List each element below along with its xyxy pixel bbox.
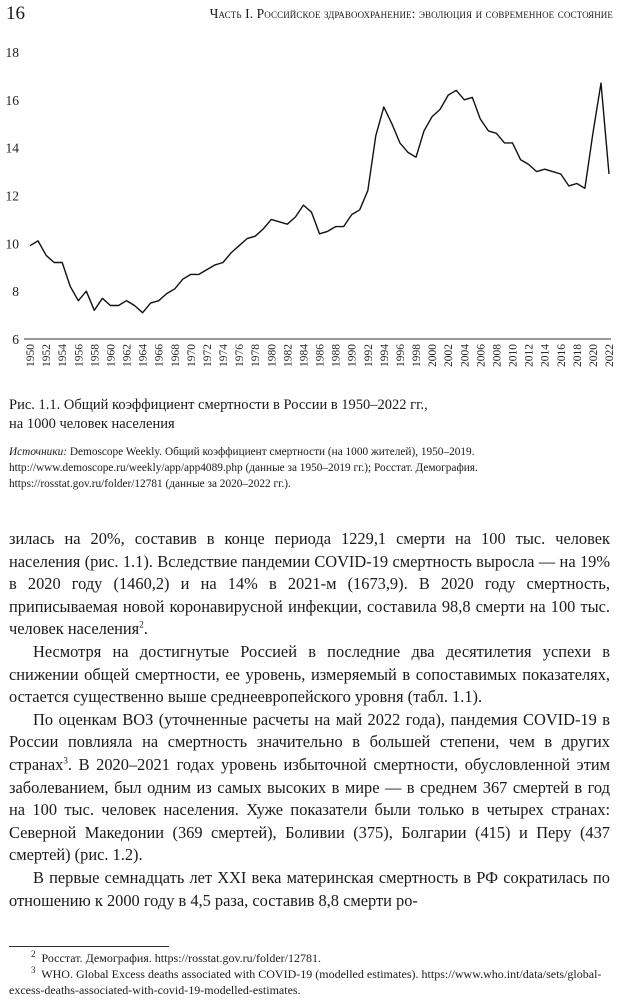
body-text (9, 528, 610, 912)
figure-caption-line1: Рис. 1.1. Общий коэффициент смертности в России в 1950–2022 гг., (9, 397, 428, 413)
x-tick-label: 1982 (282, 344, 295, 367)
x-tick-label: 1964 (137, 344, 150, 367)
y-tick-label: 8 (12, 284, 19, 300)
y-tick-label: 6 (12, 332, 19, 347)
page-header (6, 3, 613, 25)
x-tick-label: 2004 (459, 344, 472, 367)
x-tick-label: 2008 (491, 344, 504, 367)
footnote-ref-2[interactable]: 2 (139, 619, 144, 630)
x-tick-label: 1988 (330, 344, 343, 367)
x-tick-label: 1956 (73, 344, 86, 367)
footnote-3: $^3$ WHO. Global Excess deaths associated with COVID-19 (modelled estimates). https://www.who.int/data/sets/global-excess-deaths-associated-with-covid-19-modelled-estimates. (9, 965, 602, 997)
x-tick-label: 1984 (298, 344, 311, 367)
x-tick-label: 1972 (201, 344, 214, 367)
paragraph-3: По оценкам ВОЗ (уточненные расчеты на май 2022 года), пандемия COVID-19 в России повлияла на смертность значительно в большей степени, чем в других странах$^3$. В 2020–2021 годах уровень избыточной смертности, обусловленной этим заболеванием, был одним из самых высоких в мире — в среднем 367 смертей в год на 100 тыс. человек населения. Хуже показатели были только в четырех странах: Северной Македонии (369 смертей), Боливии (375), Болгарии (415) и Перу (437 смертей) (рис. 1.2). (9, 709, 610, 865)
x-tick-label: 1954 (57, 344, 70, 367)
x-tick-label: 1992 (362, 344, 375, 367)
x-tick-label: 1986 (314, 344, 327, 367)
x-tick-label: 1950 (25, 344, 37, 367)
x-tick-label: 2018 (571, 344, 584, 367)
y-axis-labels (6, 45, 20, 347)
x-tick-label: 2002 (443, 344, 456, 367)
sources-text: Demoscope Weekly. Общий коэффициент смертности (на 1000 жителей), 1950–2019. http://www.demoscope.ru/weekly/app/app4089.php (данные за 1950–2019 гг.); Росстат. Демография. https://rosstat.gov.ru/folder/12781 (данные за 2020–2022 гг.). (9, 446, 478, 490)
footnote-2: $^2$ Росстат. Демография. https://rosstat.gov.ru/folder/12781. (31, 949, 321, 965)
x-tick-label: 2006 (475, 344, 488, 367)
x-tick-label: 1974 (218, 344, 230, 367)
footnotes (9, 950, 613, 998)
figure-caption (9, 396, 609, 434)
running-title: Часть I. Российское здравоохранение: эволюция и современное состояние (209, 6, 613, 21)
figure-sources (9, 444, 613, 492)
x-tick-label: 2014 (539, 344, 552, 367)
paragraph-4: В первые семнадцать лет XXI века материнская смертность в РФ сократилась по отношению к 2000 году в 4,5 раза, составив 8,8 смерти ро- (9, 867, 610, 910)
figure-caption-line2: на 1000 человек населения (9, 416, 175, 432)
x-tick-label: 1994 (378, 344, 391, 367)
x-tick-label: 2000 (427, 344, 440, 367)
x-tick-label: 1958 (89, 344, 102, 367)
y-tick-label: 12 (5, 188, 19, 204)
x-tick-label: 2010 (507, 344, 520, 367)
x-tick-label: 1976 (234, 344, 247, 367)
sources-label: Источники: (9, 446, 68, 458)
y-tick-label: 18 (5, 45, 19, 60)
y-tick-label: 16 (5, 92, 19, 108)
x-tick-label: 1970 (185, 344, 198, 367)
x-tick-label: 2020 (587, 344, 600, 367)
x-tick-label: 1978 (250, 344, 263, 367)
paragraph-2: Несмотря на достигнутые Россией в последние два десятилетия успехи в снижении общей смертности, ее уровень, измеряемый в сопоставимых показателях, остается существенно выше среднеевропейского уровня (табл. 1.1). (9, 641, 610, 707)
x-tick-label: 1966 (153, 344, 166, 367)
x-tick-label: 1960 (105, 344, 118, 367)
x-tick-label: 1980 (266, 344, 279, 367)
x-tick-label: 1952 (41, 344, 54, 367)
x-tick-label: 2012 (523, 344, 536, 367)
y-tick-label: 10 (5, 236, 19, 252)
y-tick-label: 14 (5, 140, 19, 156)
series-line (30, 83, 609, 313)
x-tick-label: 1996 (394, 344, 407, 367)
footnote-ref-3[interactable]: 3 (63, 755, 68, 766)
x-axis-labels (25, 344, 616, 367)
x-tick-label: 1998 (411, 344, 423, 367)
x-tick-label: 1962 (121, 344, 134, 367)
mortality-line-chart (0, 40, 619, 385)
footnote-divider (9, 946, 169, 947)
x-tick-label: 2016 (555, 344, 568, 367)
x-tick-label: 1990 (346, 344, 359, 367)
x-tick-label: 1968 (169, 344, 182, 367)
paragraph-1: зилась на 20%, составив в конце периода 1229,1 смерти на 100 тыс. человек населения (рис. 1.1). Вследствие пандемии COVID-19 смертность выросла — на 19% в 2020 году (1460,2) и на 14% в 2021-м (1673,9). В 2020 году смертность, приписываемая новой коронавирусной инфекции, составила 98,8 смерти на 100 тыс. человек населения$^2$. (9, 529, 610, 639)
x-tick-label: 2022 (604, 344, 616, 367)
series-layer (30, 83, 609, 313)
page-number: 16 (6, 3, 25, 24)
